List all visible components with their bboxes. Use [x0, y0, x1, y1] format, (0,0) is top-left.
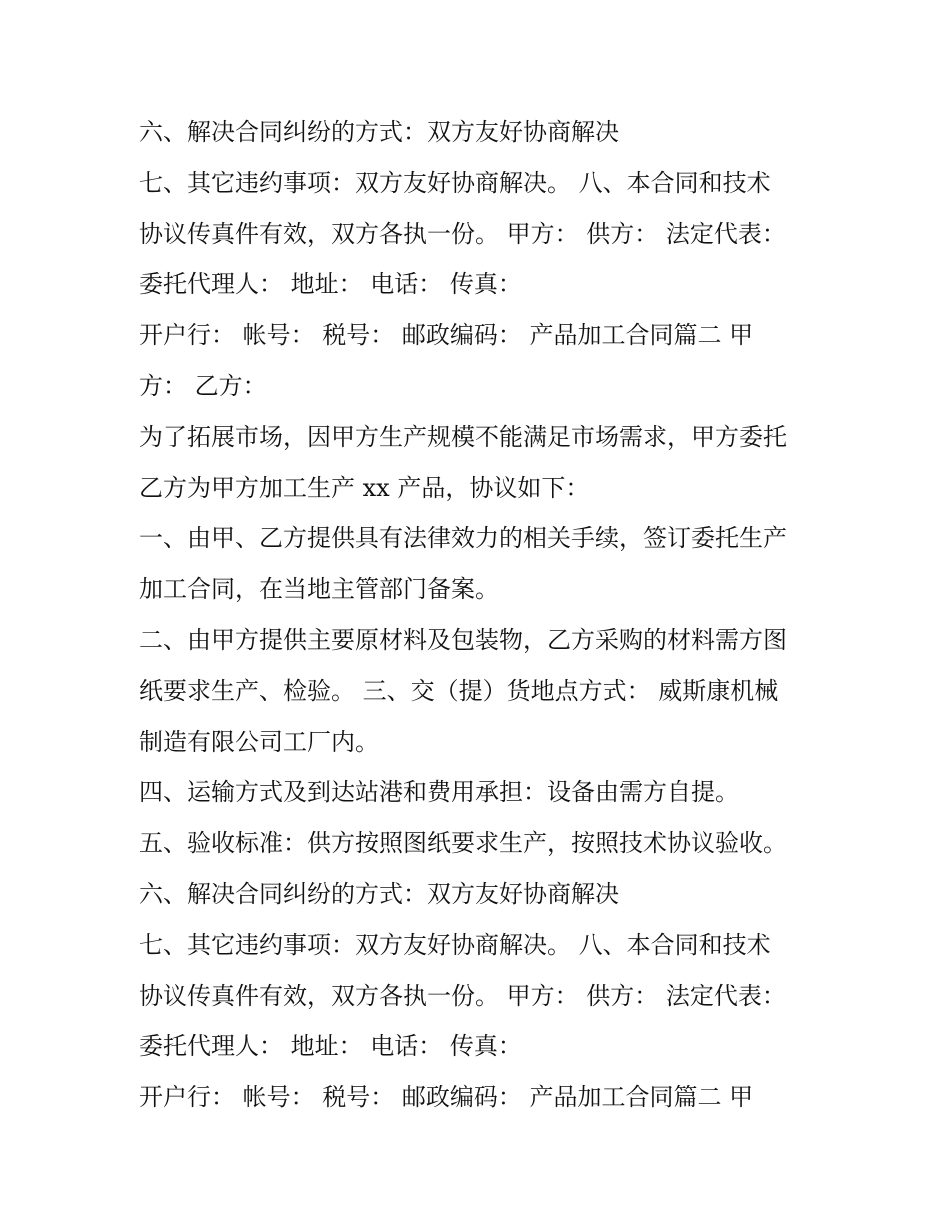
text-line: 二、由甲方提供主要原材料及包装物，乙方采购的材料需方图 [139, 625, 787, 654]
text-line: 开户行： 帐号： 税号： 邮政编码： 产品加工合同篇二 甲 [139, 1083, 754, 1112]
text-line: 开户行： 帐号： 税号： 邮政编码： 产品加工合同篇二 甲 [139, 321, 754, 350]
text-line: 协议传真件有效，双方各执一份。 甲方： 供方： 法定代表： [139, 981, 786, 1010]
text-line: 四、运输方式及到达站港和费用承担：设备由需方自提。 [139, 778, 739, 807]
text-line: 制造有限公司工厂内。 [139, 727, 379, 756]
text-line: 七、其它违约事项：双方友好协商解决。 八、本合同和技术 [139, 168, 771, 197]
text-line: 方： 乙方： [139, 371, 267, 400]
text-line: 一、由甲、乙方提供具有法律效力的相关手续，签订委托生产 [139, 524, 787, 553]
text-line: 委托代理人： 地址： 电话： 传真： [139, 270, 522, 299]
text-line: 七、其它违约事项：双方友好协商解决。 八、本合同和技术 [139, 930, 771, 959]
text-line: 五、验收标准：供方按照图纸要求生产，按照技术协议验收。 [139, 829, 787, 858]
text-line: 加工合同，在当地主管部门备案。 [139, 575, 499, 604]
text-line: 协议传真件有效，双方各执一份。 甲方： 供方： 法定代表： [139, 219, 786, 248]
text-line: 六、解决合同纠纷的方式：双方友好协商解决 [139, 118, 619, 146]
document-body [139, 107, 829, 1123]
text-line: 为了拓展市场，因甲方生产规模不能满足市场需求，甲方委托 [139, 422, 787, 451]
text-line: 纸要求生产、检验。 三、交（提）货地点方式： 威斯康机械 [139, 676, 779, 705]
text-line: 乙方为甲方加工生产 xx 产品，协议如下： [139, 473, 590, 502]
text-line: 委托代理人： 地址： 电话： 传真： [139, 1032, 522, 1061]
text-line: 六、解决合同纠纷的方式：双方友好协商解决 [139, 879, 619, 908]
